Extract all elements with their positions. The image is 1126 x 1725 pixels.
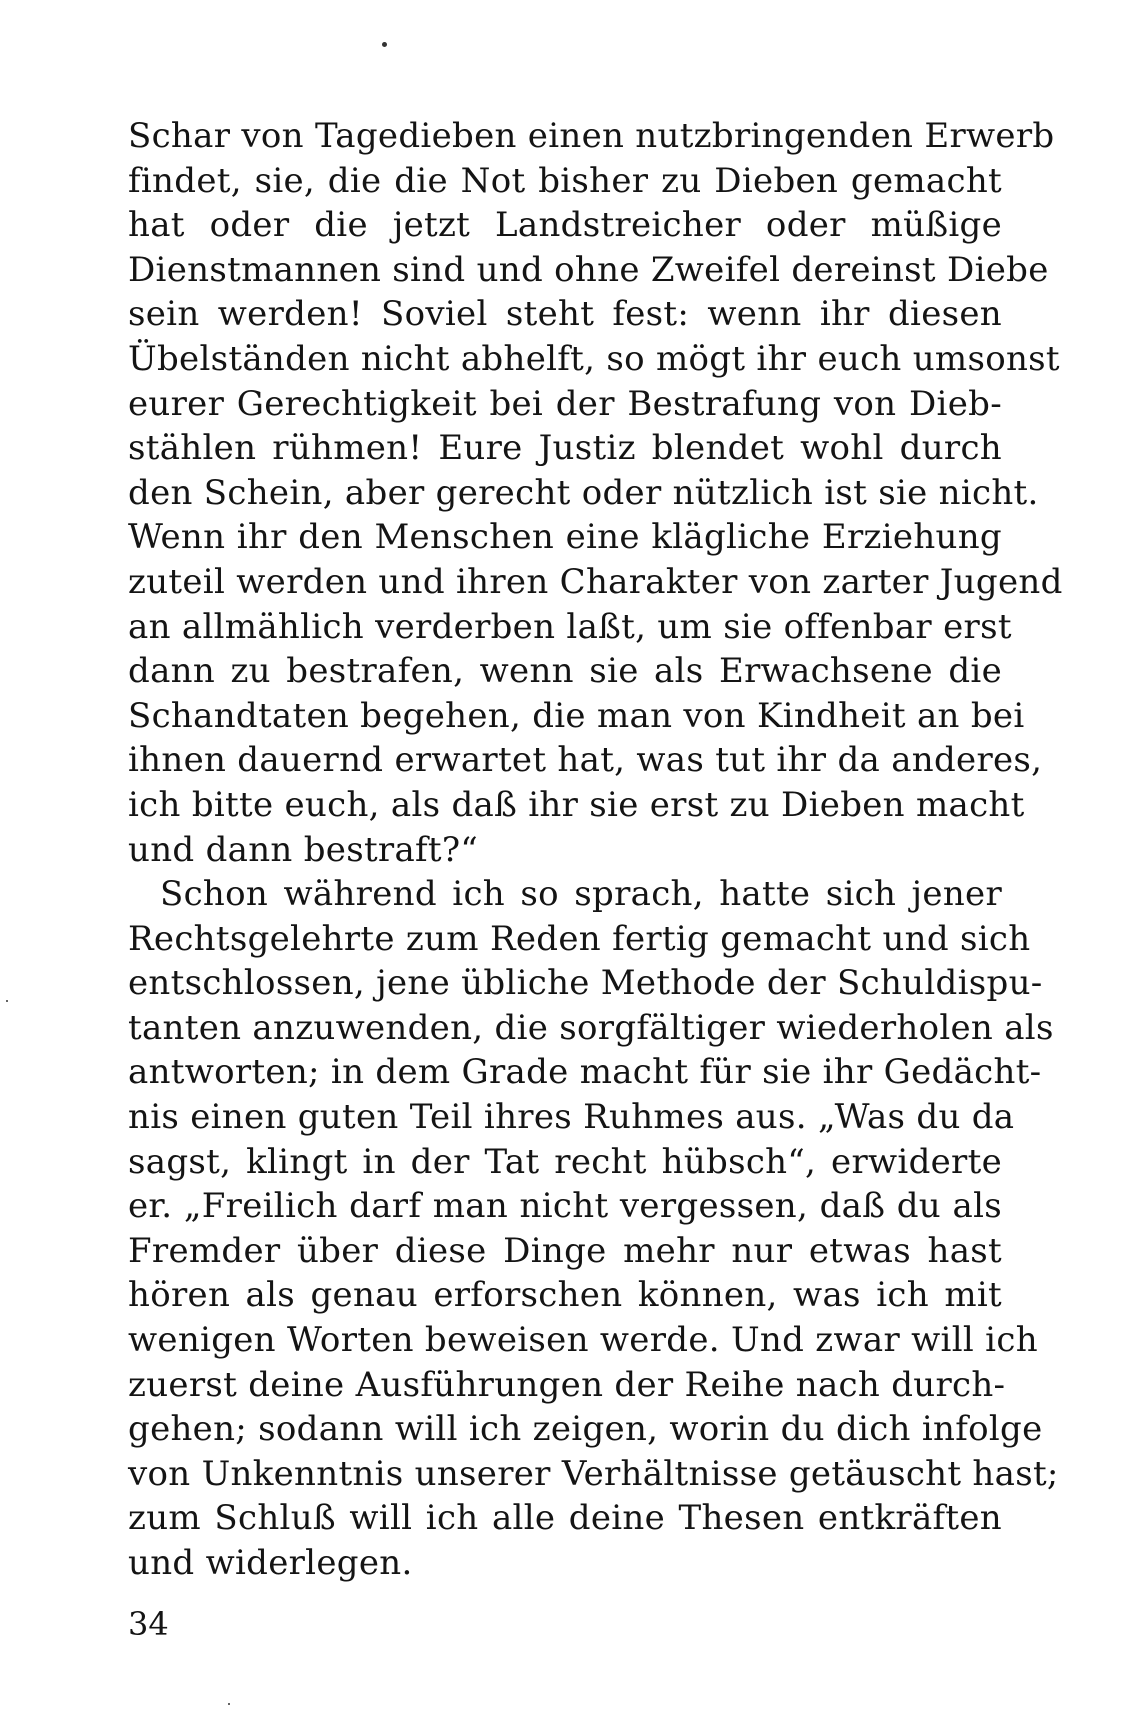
print-speck: [382, 42, 387, 47]
text-line: ich bitte euch, als daß ihr sie erst zu Dieben macht: [128, 784, 1025, 825]
text-line: zuteil werden und ihren Charakter von zarter Jugend: [128, 561, 1063, 602]
text-line: dann zu bestrafen, wenn sie als Erwachsene die: [128, 651, 1002, 692]
text-line: sein werden! Soviel steht fest: wenn ihr diesen: [128, 294, 1002, 335]
text-line: eurer Gerechtigkeit bei der Bestrafung von Dieb-: [128, 383, 1002, 424]
text-line: stählen rühmen! Eure Justiz blendet wohl durch: [128, 428, 1002, 469]
text-line: gehen; sodann will ich zeigen, worin du dich infolge: [128, 1409, 1043, 1450]
text-line: tanten anzuwenden, die sorgfältiger wiederholen als: [128, 1007, 1054, 1048]
text-line: hat oder die jetzt Landstreicher oder müßige: [128, 205, 1002, 246]
text-line: zum Schluß will ich alle deine Thesen entkräften: [128, 1498, 1002, 1539]
text-line: Fremder über diese Dinge mehr nur etwas hast: [128, 1230, 1002, 1271]
text-line: Wenn ihr den Menschen eine klägliche Erziehung: [128, 517, 1002, 558]
text-line: an allmählich verderben laßt, um sie offenbar erst: [128, 606, 1012, 647]
page-number: 34: [128, 1605, 169, 1643]
text-line: den Schein, aber gerecht oder nützlich ist sie nicht.: [128, 472, 1039, 513]
print-speck: [6, 1000, 8, 1002]
text-line: Übelständen nicht abhelft, so mögt ihr euch umsonst: [128, 338, 1060, 379]
paragraph-start-line: Schon während ich so sprach, hatte sich jener: [160, 874, 1002, 915]
text-line: sagst, klingt in der Tat recht hübsch“, erwiderte: [128, 1141, 1002, 1182]
text-line: hören als genau erforschen können, was ich mit: [128, 1275, 1002, 1316]
text-line: Schandtaten begehen, die man von Kindheit an bei: [128, 695, 1025, 736]
text-line: Dienstmannen sind und ohne Zweifel dereinst Diebe: [128, 249, 1049, 290]
paragraph-end-line: und widerlegen.: [128, 1543, 413, 1583]
text-line: nis einen guten Teil ihres Ruhmes aus. „Was du da: [128, 1097, 1015, 1138]
text-line: findet, sie, die die Not bisher zu Dieben gemacht: [128, 160, 1002, 201]
text-line: von Unkenntnis unserer Verhältnisse getäuscht hast;: [128, 1453, 1059, 1494]
text-line: entschlossen, jene übliche Methode der Schuldispu-: [128, 963, 1043, 1004]
text-line: zuerst deine Ausführungen der Reihe nach durch-: [128, 1364, 1006, 1405]
text-line: Rechtsgelehrte zum Reden fertig gemacht und sich: [128, 918, 1031, 959]
paragraph-end-line: und dann bestraft?“: [128, 829, 479, 870]
text-line: er. „Freilich darf man nicht vergessen, daß du als: [128, 1186, 1002, 1227]
text-line: antworten; in dem Grade macht für sie ihr Gedächt-: [128, 1052, 1042, 1093]
text-line: Schar von Tagedieben einen nutzbringenden Erwerb: [128, 116, 1055, 156]
text-line: ihnen dauernd erwartet hat, was tut ihr da anderes,: [128, 740, 1043, 781]
print-speck: [228, 1703, 230, 1705]
body-text: [128, 114, 1063, 1586]
text-line: wenigen Worten beweisen werde. Und zwar will ich: [128, 1320, 1038, 1361]
